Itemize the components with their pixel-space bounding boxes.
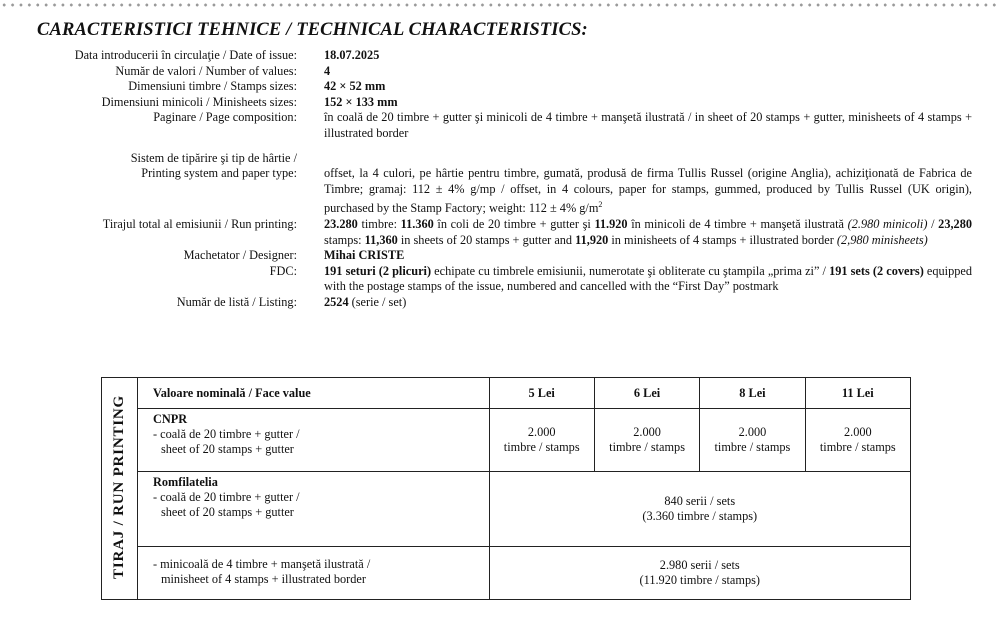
table-row-minisheet [102, 547, 911, 600]
minisheet-merged-cell: 2.980 serii / sets (11.920 timbre / stamps) [489, 547, 910, 600]
spec-label: Data introducerii în circulaţie / Date of issue: [74, 48, 297, 62]
spec-row-pagination [0, 110, 1000, 141]
table-row-romfilatelia [102, 472, 911, 547]
spec-label: Număr de listă / Listing: [176, 295, 297, 309]
spec-value: 23.280 timbre: 11.360 în coli de 20 timbre + gutter şi 11.920 în minicoli de 4 timbre + manşetă ilustrată (2.980 minicoli) / 23,280 stamps: 11,360 in sheets of 20 stamps + gutter and 11,920 in minisheets of 4 stamps + illustrated border (2,980 minisheets) [324, 217, 972, 247]
spec-row-minisheet-size [0, 95, 1000, 111]
table-row-cnpr [102, 409, 911, 472]
header-value-11: 11 Lei [805, 378, 910, 409]
spec-label: Tirajul total al emisiunii / Run printing: [102, 217, 297, 232]
spec-value: Mihai CRISTE [324, 248, 405, 263]
spec-row-designer [0, 248, 1000, 264]
side-label-cell [102, 378, 138, 600]
table-header-row [102, 378, 911, 409]
spec-row-values [0, 64, 1000, 80]
spec-row-printing [0, 166, 1000, 217]
minisheet-description: - minicoală de 4 timbre + manşetă ilustrată / minisheet of 4 stamps + illustrated border [137, 547, 489, 600]
spec-row-stamp-size [0, 79, 1000, 95]
spec-label: Număr de valori / Number of values: [115, 63, 297, 78]
spec-value: 191 seturi (2 plicuri) echipate cu timbrele emisiunii, numerotate şi obliterate cu ştampila „prima zi” / 191 sets (2 covers) equipped with the postage stamps of the issue, numbered and cancelled with the “First Day” postmark [324, 263, 972, 294]
cnpr-cell: 2.000 timbre / stamps [805, 409, 910, 472]
cnpr-cell: 2.000 timbre / stamps [700, 409, 805, 472]
spec-value: 2524 (serie / set) [324, 295, 407, 309]
spec-row-run [0, 217, 1000, 248]
spec-row-printing-label1 [0, 151, 1000, 167]
spec-value: 152 × 133 mm [324, 94, 398, 109]
spec-row-listing [0, 295, 1000, 311]
spec-row-fdc [0, 264, 1000, 295]
spec-value: offset, la 4 culori, pe hârtie pentru timbre, gumată, produsă de firma Tullis Russel (origine Anglia), achiziţionată de Fabrica de Timbre; gramaj: 112 ± 4% g/mp / offset, in 4 colours, paper for stamps, gummed, produced by Tullis Russel (UK origin), purchased by the Stamp Factory; weight: 112 ± 4% $g/m^2$ [324, 166, 972, 216]
spec-row-date [0, 48, 1000, 64]
romfilatelia-merged-cell: 840 serii / sets (3.360 timbre / stamps) [489, 472, 910, 547]
spec-label: Dimensiuni timbre / Stamps sizes: [128, 79, 297, 94]
spec-label: FDC: [269, 263, 297, 278]
romfilatelia-description: Romfilatelia - coală de 20 timbre + gutter / sheet of 20 stamps + gutter [137, 472, 489, 547]
header-face-value: Valoare nominală / Face value [137, 378, 489, 409]
section-heading: CARACTERISTICI TEHNICE / TECHNICAL CHARACTERISTICS: [37, 20, 588, 40]
spec-label: Machetator / Designer: [183, 248, 297, 263]
spec-value: 42 × 52 mm [324, 79, 386, 94]
header-value-8: 8 Lei [700, 378, 805, 409]
spec-value: 4 [324, 63, 331, 78]
dotted-top-border [0, 3, 1000, 7]
cnpr-cell: 2.000 timbre / stamps [594, 409, 699, 472]
spec-label: Printing system and paper type: [141, 166, 297, 181]
spec-label: Sistem de tipărire şi tip de hârtie / [130, 150, 297, 165]
header-value-6: 6 Lei [594, 378, 699, 409]
spec-value: în coală de 20 timbre + gutter şi minicoli de 4 timbre + manşetă ilustrată / in sheet of 20 stamps + gutter, minisheets of 4 stamps + illustrated border [324, 110, 972, 140]
run-printing-table [101, 377, 911, 600]
header-value-5: 5 Lei [489, 378, 594, 409]
specs-list [0, 48, 1000, 311]
side-label: TIRAJ / RUN PRINTING [110, 394, 127, 579]
spec-label: Paginare / Page composition: [153, 110, 297, 125]
cnpr-cell: 2.000 timbre / stamps [489, 409, 594, 472]
spec-label: Dimensiuni minicoli / Minisheets sizes: [101, 94, 297, 109]
cnpr-description: CNPR - coală de 20 timbre + gutter / sheet of 20 stamps + gutter [137, 409, 489, 472]
spec-value: 18.07.2025 [324, 48, 380, 62]
